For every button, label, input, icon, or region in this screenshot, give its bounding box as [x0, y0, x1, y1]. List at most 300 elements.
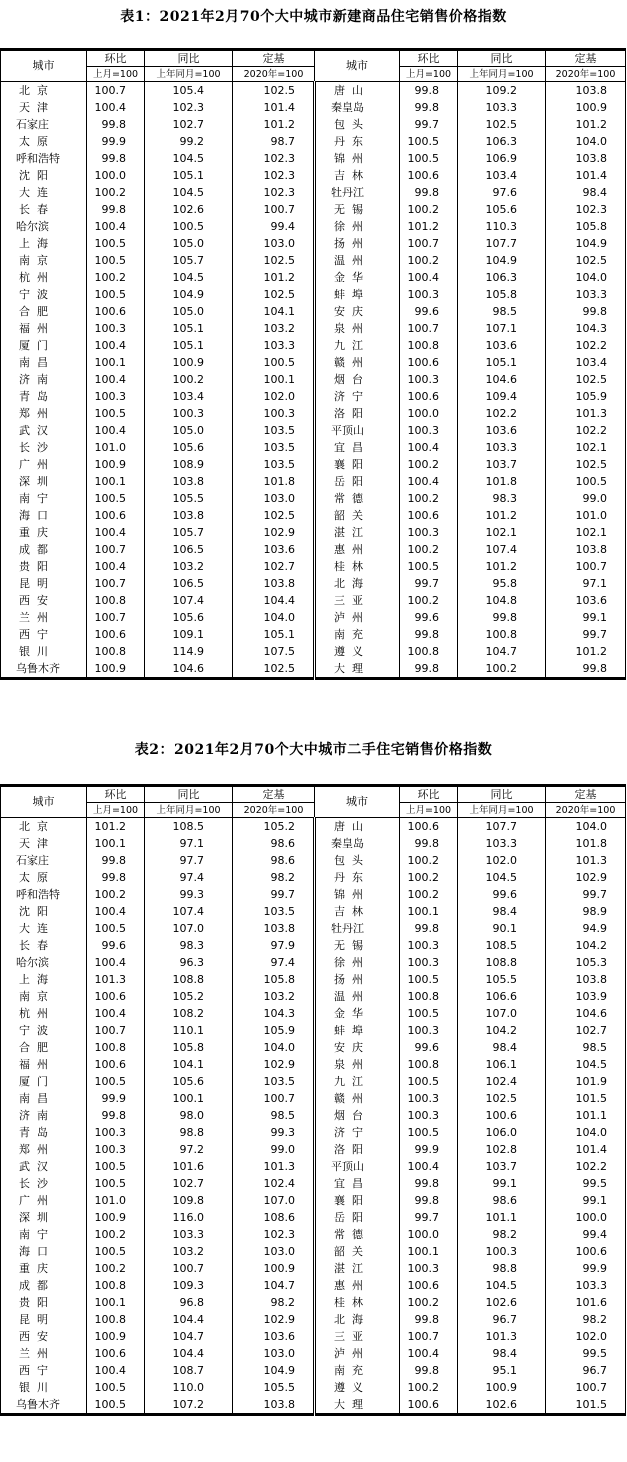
fixed-cell: 102.9	[233, 1311, 315, 1328]
mom-cell: 100.6	[87, 507, 145, 524]
fixed-cell: 103.3	[546, 1277, 626, 1294]
column-subheader-fixed: 2020年=100	[233, 803, 315, 818]
fixed-cell: 103.0	[233, 1243, 315, 1260]
city-cell: 遵义	[315, 643, 400, 660]
table-row	[1, 184, 626, 201]
yoy-cell: 104.8	[458, 592, 546, 609]
mom-cell: 100.5	[87, 405, 145, 422]
column-header-mom: 环比	[87, 786, 145, 803]
city-cell: 银川	[1, 1379, 87, 1396]
yoy-cell: 109.2	[458, 82, 546, 100]
yoy-cell: 107.2	[145, 1396, 233, 1415]
fixed-cell: 103.3	[233, 337, 315, 354]
table-row	[1, 405, 626, 422]
yoy-cell: 90.1	[458, 920, 546, 937]
column-subheader-yoy: 上年同月=100	[458, 803, 546, 818]
mom-cell: 99.9	[87, 1090, 145, 1107]
mom-cell: 100.6	[400, 1396, 458, 1415]
fixed-cell: 97.9	[233, 937, 315, 954]
yoy-cell: 104.5	[458, 1277, 546, 1294]
mom-cell: 100.3	[400, 954, 458, 971]
yoy-cell: 114.9	[145, 643, 233, 660]
mom-cell: 100.5	[87, 1243, 145, 1260]
column-header-fixed: 定基	[233, 50, 315, 67]
fixed-cell: 104.5	[546, 1056, 626, 1073]
table-row	[1, 235, 626, 252]
table-row	[1, 1311, 626, 1328]
yoy-cell: 100.5	[145, 218, 233, 235]
city-cell: 济南	[1, 371, 87, 388]
mom-cell: 100.7	[87, 541, 145, 558]
mom-cell: 100.5	[87, 1073, 145, 1090]
yoy-cell: 106.0	[458, 1124, 546, 1141]
mom-cell: 100.6	[87, 1345, 145, 1362]
fixed-cell: 99.4	[233, 218, 315, 235]
yoy-cell: 107.4	[458, 541, 546, 558]
mom-cell: 100.5	[400, 150, 458, 167]
city-cell: 太原	[1, 869, 87, 886]
mom-cell: 100.1	[87, 1294, 145, 1311]
mom-cell: 101.2	[400, 218, 458, 235]
fixed-cell: 102.5	[546, 252, 626, 269]
city-cell: 深圳	[1, 1209, 87, 1226]
fixed-cell: 103.5	[233, 903, 315, 920]
fixed-cell: 104.0	[546, 818, 626, 836]
city-cell: 济宁	[315, 388, 400, 405]
city-cell: 上海	[1, 971, 87, 988]
yoy-cell: 101.1	[458, 1209, 546, 1226]
table-row	[1, 592, 626, 609]
fixed-cell: 102.3	[233, 150, 315, 167]
city-cell: 襄阳	[315, 1192, 400, 1209]
yoy-cell: 100.7	[145, 1260, 233, 1277]
yoy-cell: 105.5	[145, 490, 233, 507]
yoy-cell: 104.5	[145, 184, 233, 201]
yoy-cell: 101.8	[458, 473, 546, 490]
fixed-cell: 99.0	[233, 1141, 315, 1158]
fixed-cell: 99.8	[546, 303, 626, 320]
yoy-cell: 106.3	[458, 133, 546, 150]
table-row	[1, 473, 626, 490]
mom-cell: 100.4	[400, 269, 458, 286]
yoy-cell: 103.2	[145, 1243, 233, 1260]
mom-cell: 100.2	[400, 456, 458, 473]
yoy-cell: 106.1	[458, 1056, 546, 1073]
fixed-cell: 104.3	[233, 1005, 315, 1022]
table-row	[1, 252, 626, 269]
city-cell: 长沙	[1, 439, 87, 456]
table-row	[1, 1192, 626, 1209]
fixed-cell: 104.9	[546, 235, 626, 252]
column-header-fixed: 定基	[546, 50, 626, 67]
yoy-cell: 108.2	[145, 1005, 233, 1022]
yoy-cell: 105.8	[145, 1039, 233, 1056]
yoy-cell: 99.3	[145, 886, 233, 903]
mom-cell: 100.3	[400, 1107, 458, 1124]
city-cell: 包头	[315, 116, 400, 133]
city-cell: 徐州	[315, 218, 400, 235]
city-cell: 济宁	[315, 1124, 400, 1141]
fixed-cell: 102.3	[233, 184, 315, 201]
table-row	[1, 507, 626, 524]
yoy-cell: 103.3	[458, 439, 546, 456]
fixed-cell: 104.0	[546, 269, 626, 286]
fixed-cell: 101.6	[546, 1294, 626, 1311]
yoy-cell: 103.3	[458, 835, 546, 852]
city-cell: 成都	[1, 541, 87, 558]
city-cell: 广州	[1, 456, 87, 473]
mom-cell: 100.3	[400, 286, 458, 303]
mom-cell: 99.8	[400, 660, 458, 679]
mom-cell: 100.8	[400, 337, 458, 354]
fixed-cell: 104.1	[233, 303, 315, 320]
yoy-cell: 101.2	[458, 507, 546, 524]
fixed-cell: 99.5	[546, 1345, 626, 1362]
yoy-cell: 104.5	[145, 269, 233, 286]
city-cell: 长春	[1, 937, 87, 954]
mom-cell: 100.8	[87, 643, 145, 660]
table-row	[1, 337, 626, 354]
yoy-cell: 107.7	[458, 235, 546, 252]
fixed-cell: 103.6	[233, 1328, 315, 1345]
fixed-cell: 100.0	[546, 1209, 626, 1226]
mom-cell: 100.5	[87, 1379, 145, 1396]
city-cell: 青岛	[1, 388, 87, 405]
city-cell: 金华	[315, 1005, 400, 1022]
fixed-cell: 98.9	[546, 903, 626, 920]
yoy-cell: 104.1	[145, 1056, 233, 1073]
yoy-cell: 107.4	[145, 592, 233, 609]
fixed-cell: 104.0	[233, 609, 315, 626]
fixed-cell: 105.8	[546, 218, 626, 235]
yoy-cell: 106.3	[458, 269, 546, 286]
fixed-cell: 100.5	[233, 354, 315, 371]
mom-cell: 100.2	[400, 1294, 458, 1311]
mom-cell: 100.4	[87, 371, 145, 388]
yoy-cell: 100.8	[458, 626, 546, 643]
fixed-cell: 102.7	[546, 1022, 626, 1039]
mom-cell: 100.1	[87, 473, 145, 490]
fixed-cell: 104.6	[546, 1005, 626, 1022]
city-cell: 广州	[1, 1192, 87, 1209]
column-header-mom: 环比	[87, 50, 145, 67]
mom-cell: 100.7	[87, 82, 145, 100]
fixed-cell: 101.8	[546, 835, 626, 852]
city-cell: 锦州	[315, 150, 400, 167]
column-header-yoy: 同比	[145, 50, 233, 67]
city-cell: 大理	[315, 1396, 400, 1415]
fixed-cell: 99.0	[546, 490, 626, 507]
mom-cell: 100.9	[87, 1328, 145, 1345]
city-cell: 桂林	[315, 1294, 400, 1311]
mom-cell: 101.3	[87, 971, 145, 988]
table-row	[1, 660, 626, 679]
table-row	[1, 920, 626, 937]
fixed-cell: 104.7	[233, 1277, 315, 1294]
fixed-cell: 108.6	[233, 1209, 315, 1226]
table-row	[1, 439, 626, 456]
fixed-cell: 99.7	[233, 886, 315, 903]
city-cell: 哈尔滨	[1, 218, 87, 235]
city-cell: 安庆	[315, 1039, 400, 1056]
city-cell: 北海	[315, 1311, 400, 1328]
mom-cell: 99.7	[400, 116, 458, 133]
mom-cell: 99.8	[87, 116, 145, 133]
mom-cell: 100.6	[400, 507, 458, 524]
city-cell: 金华	[315, 269, 400, 286]
fixed-cell: 100.7	[233, 1090, 315, 1107]
city-cell: 韶关	[315, 507, 400, 524]
yoy-cell: 97.7	[145, 852, 233, 869]
table-row	[1, 320, 626, 337]
yoy-cell: 106.5	[145, 575, 233, 592]
fixed-cell: 99.4	[546, 1226, 626, 1243]
yoy-cell: 99.1	[458, 1175, 546, 1192]
fixed-cell: 102.2	[546, 337, 626, 354]
city-cell: 惠州	[315, 541, 400, 558]
yoy-cell: 102.6	[458, 1294, 546, 1311]
fixed-cell: 101.4	[546, 167, 626, 184]
fixed-cell: 105.2	[233, 818, 315, 836]
fixed-cell: 103.9	[546, 988, 626, 1005]
fixed-cell: 102.3	[233, 1226, 315, 1243]
yoy-cell: 109.1	[145, 626, 233, 643]
fixed-cell: 103.5	[233, 422, 315, 439]
yoy-cell: 104.5	[458, 869, 546, 886]
fixed-cell: 102.5	[233, 82, 315, 100]
mom-cell: 100.8	[87, 1311, 145, 1328]
fixed-cell: 104.4	[233, 592, 315, 609]
mom-cell: 100.1	[400, 1243, 458, 1260]
yoy-cell: 102.7	[145, 1175, 233, 1192]
table-row	[1, 988, 626, 1005]
city-cell: 太原	[1, 133, 87, 150]
fixed-cell: 102.5	[546, 456, 626, 473]
city-cell: 沈阳	[1, 903, 87, 920]
yoy-cell: 108.8	[458, 954, 546, 971]
table-row	[1, 1090, 626, 1107]
fixed-cell: 101.3	[546, 405, 626, 422]
mom-cell: 100.3	[400, 524, 458, 541]
city-cell: 北海	[315, 575, 400, 592]
mom-cell: 100.8	[400, 1056, 458, 1073]
mom-cell: 100.4	[400, 1158, 458, 1175]
city-cell: 乌鲁木齐	[1, 1396, 87, 1415]
fixed-cell: 99.9	[546, 1260, 626, 1277]
mom-cell: 100.3	[400, 937, 458, 954]
mom-cell: 100.2	[400, 592, 458, 609]
mom-cell: 99.8	[400, 835, 458, 852]
mom-cell: 100.7	[400, 235, 458, 252]
yoy-cell: 97.2	[145, 1141, 233, 1158]
table-row	[1, 575, 626, 592]
city-cell: 北京	[1, 82, 87, 100]
fixed-cell: 101.0	[546, 507, 626, 524]
fixed-cell: 102.5	[233, 286, 315, 303]
fixed-cell: 105.8	[233, 971, 315, 988]
city-cell: 南昌	[1, 1090, 87, 1107]
mom-cell: 100.3	[87, 1141, 145, 1158]
city-cell: 唐山	[315, 82, 400, 100]
city-cell: 宜昌	[315, 439, 400, 456]
mom-cell: 100.2	[400, 201, 458, 218]
fixed-cell: 103.4	[546, 354, 626, 371]
yoy-cell: 106.9	[458, 150, 546, 167]
fixed-cell: 101.2	[546, 643, 626, 660]
yoy-cell: 105.1	[145, 337, 233, 354]
yoy-cell: 103.6	[458, 337, 546, 354]
mom-cell: 100.2	[400, 490, 458, 507]
city-cell: 锦州	[315, 886, 400, 903]
fixed-cell: 100.3	[233, 405, 315, 422]
city-cell: 成都	[1, 1277, 87, 1294]
city-cell: 海口	[1, 507, 87, 524]
city-cell: 大连	[1, 184, 87, 201]
yoy-cell: 102.7	[145, 116, 233, 133]
mom-cell: 100.8	[87, 592, 145, 609]
fixed-cell: 102.4	[233, 1175, 315, 1192]
mom-cell: 100.8	[400, 643, 458, 660]
yoy-cell: 109.4	[458, 388, 546, 405]
table-row	[1, 626, 626, 643]
fixed-cell: 99.5	[546, 1175, 626, 1192]
yoy-cell: 107.7	[458, 818, 546, 836]
mom-cell: 100.7	[87, 1022, 145, 1039]
fixed-cell: 103.0	[233, 1345, 315, 1362]
fixed-cell: 101.8	[233, 473, 315, 490]
fixed-cell: 102.0	[233, 388, 315, 405]
mom-cell: 100.4	[87, 337, 145, 354]
city-cell: 大连	[1, 920, 87, 937]
yoy-cell: 107.0	[145, 920, 233, 937]
fixed-cell: 104.2	[546, 937, 626, 954]
yoy-cell: 104.7	[145, 1328, 233, 1345]
yoy-cell: 103.3	[458, 99, 546, 116]
city-cell: 大理	[315, 660, 400, 679]
city-cell: 赣州	[315, 1090, 400, 1107]
table-row	[1, 1158, 626, 1175]
yoy-cell: 100.6	[458, 1107, 546, 1124]
table-row	[1, 558, 626, 575]
new-housing-price-index-table	[0, 48, 626, 680]
city-cell: 昆明	[1, 1311, 87, 1328]
fixed-cell: 101.2	[233, 269, 315, 286]
yoy-cell: 104.6	[458, 371, 546, 388]
mom-cell: 100.2	[87, 1226, 145, 1243]
mom-cell: 99.8	[400, 1192, 458, 1209]
city-cell: 青岛	[1, 1124, 87, 1141]
yoy-cell: 106.5	[145, 541, 233, 558]
fixed-cell: 102.5	[233, 252, 315, 269]
city-cell: 牡丹江	[315, 920, 400, 937]
fixed-cell: 102.3	[233, 167, 315, 184]
mom-cell: 100.9	[87, 1209, 145, 1226]
yoy-cell: 102.4	[458, 1073, 546, 1090]
mom-cell: 99.8	[400, 920, 458, 937]
mom-cell: 100.8	[87, 1277, 145, 1294]
table-row	[1, 1226, 626, 1243]
fixed-cell: 103.8	[546, 971, 626, 988]
mom-cell: 100.7	[87, 575, 145, 592]
column-header-mom: 环比	[400, 786, 458, 803]
mom-cell: 99.8	[87, 852, 145, 869]
yoy-cell: 110.1	[145, 1022, 233, 1039]
fixed-cell: 105.3	[546, 954, 626, 971]
fixed-cell: 104.9	[233, 1362, 315, 1379]
city-cell: 天津	[1, 835, 87, 852]
city-cell: 福州	[1, 1056, 87, 1073]
city-cell: 湛江	[315, 1260, 400, 1277]
fixed-cell: 98.5	[546, 1039, 626, 1056]
column-subheader-mom: 上月=100	[87, 803, 145, 818]
yoy-cell: 108.5	[145, 818, 233, 836]
mom-cell: 100.4	[87, 1362, 145, 1379]
fixed-cell: 102.7	[233, 558, 315, 575]
city-cell: 泸州	[315, 609, 400, 626]
table-row	[1, 1005, 626, 1022]
city-cell: 惠州	[315, 1277, 400, 1294]
city-cell: 秦皇岛	[315, 99, 400, 116]
fixed-cell: 98.2	[546, 1311, 626, 1328]
mom-cell: 100.9	[87, 660, 145, 679]
column-header-city: 城市	[1, 50, 87, 82]
mom-cell: 100.8	[400, 988, 458, 1005]
yoy-cell: 102.6	[458, 1396, 546, 1415]
fixed-cell: 101.4	[233, 99, 315, 116]
city-cell: 呼和浩特	[1, 150, 87, 167]
fixed-cell: 102.5	[546, 371, 626, 388]
yoy-cell: 102.1	[458, 524, 546, 541]
city-cell: 沈阳	[1, 167, 87, 184]
city-cell: 三亚	[315, 592, 400, 609]
yoy-cell: 97.1	[145, 835, 233, 852]
fixed-cell: 103.5	[233, 439, 315, 456]
column-subheader-yoy: 上年同月=100	[458, 67, 546, 82]
yoy-cell: 99.2	[145, 133, 233, 150]
yoy-cell: 100.9	[458, 1379, 546, 1396]
table-row	[1, 1328, 626, 1345]
column-subheader-yoy: 上年同月=100	[145, 67, 233, 82]
fixed-cell: 101.2	[233, 116, 315, 133]
city-cell: 吉林	[315, 167, 400, 184]
table-row	[1, 524, 626, 541]
yoy-cell: 109.3	[145, 1277, 233, 1294]
city-cell: 岳阳	[315, 473, 400, 490]
yoy-cell: 110.3	[458, 218, 546, 235]
mom-cell: 100.0	[87, 167, 145, 184]
city-cell: 重庆	[1, 1260, 87, 1277]
table-row	[1, 354, 626, 371]
mom-cell: 100.4	[87, 1005, 145, 1022]
table-row	[1, 1277, 626, 1294]
fixed-cell: 98.7	[233, 133, 315, 150]
city-cell: 南昌	[1, 354, 87, 371]
city-cell: 北京	[1, 818, 87, 836]
fixed-cell: 100.9	[546, 99, 626, 116]
fixed-cell: 97.4	[233, 954, 315, 971]
column-header-yoy: 同比	[458, 50, 546, 67]
city-cell: 洛阳	[315, 1141, 400, 1158]
mom-cell: 99.8	[400, 184, 458, 201]
mom-cell: 100.4	[87, 954, 145, 971]
mom-cell: 100.5	[87, 286, 145, 303]
yoy-cell: 105.0	[145, 422, 233, 439]
column-header-mom: 环比	[400, 50, 458, 67]
table-row	[1, 1260, 626, 1277]
fixed-cell: 102.5	[233, 660, 315, 679]
table-row	[1, 150, 626, 167]
mom-cell: 99.8	[87, 869, 145, 886]
